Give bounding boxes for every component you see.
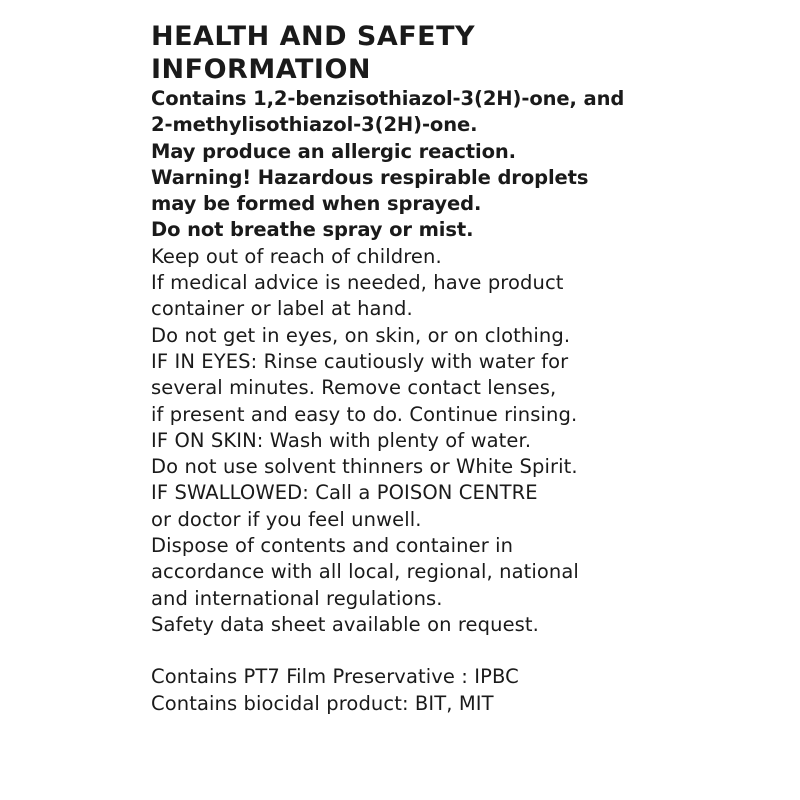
precautionary-statements xyxy=(151,244,671,638)
precaution-line: if present and easy to do. Continue rinsing. xyxy=(151,402,578,426)
hazard-line: May produce an allergic reaction. xyxy=(151,139,516,163)
health-safety-label xyxy=(151,20,671,717)
precaution-line: Safety data sheet available on request. xyxy=(151,612,539,636)
title-line: HEALTH AND SAFETY xyxy=(151,21,476,52)
label-title xyxy=(151,20,671,86)
precaution-line: container or label at hand. xyxy=(151,297,413,321)
biocide-line: Contains PT7 Film Preservative : IPBC xyxy=(151,665,519,689)
precaution-line: Do not get in eyes, on skin, or on clothing. xyxy=(151,323,571,347)
precaution-line: or doctor if you feel unwell. xyxy=(151,507,422,531)
precaution-line: IF IN EYES: Rinse cautiously with water for xyxy=(151,349,569,373)
precaution-line: IF SWALLOWED: Call a POISON CENTRE xyxy=(151,481,538,505)
precaution-line: accordance with all local, regional, national xyxy=(151,560,579,584)
precaution-line: Keep out of reach of children. xyxy=(151,244,442,268)
hazard-line: may be formed when sprayed. xyxy=(151,192,482,216)
hazard-line: Contains 1,2-benzisothiazol-3(2H)-one, and xyxy=(151,87,625,110)
precaution-line: IF ON SKIN: Wash with plenty of water. xyxy=(151,428,532,452)
title-line: INFORMATION xyxy=(151,54,372,85)
biocide-statements xyxy=(151,664,671,717)
precaution-line: If medical advice is needed, have product xyxy=(151,271,564,295)
hazard-statements xyxy=(151,86,671,244)
precaution-line: several minutes. Remove contact lenses, xyxy=(151,376,557,400)
hazard-line: 2-methylisothiazol-3(2H)-one. xyxy=(151,113,478,137)
precaution-line: Do not use solvent thinners or White Spirit. xyxy=(151,455,578,479)
hazard-line: Warning! Hazardous respirable droplets xyxy=(151,165,589,189)
biocide-line: Contains biocidal product: BIT, MIT xyxy=(151,691,494,715)
hazard-line: Do not breathe spray or mist. xyxy=(151,218,474,242)
precaution-line: Dispose of contents and container in xyxy=(151,534,514,558)
precaution-line: and international regulations. xyxy=(151,586,443,610)
